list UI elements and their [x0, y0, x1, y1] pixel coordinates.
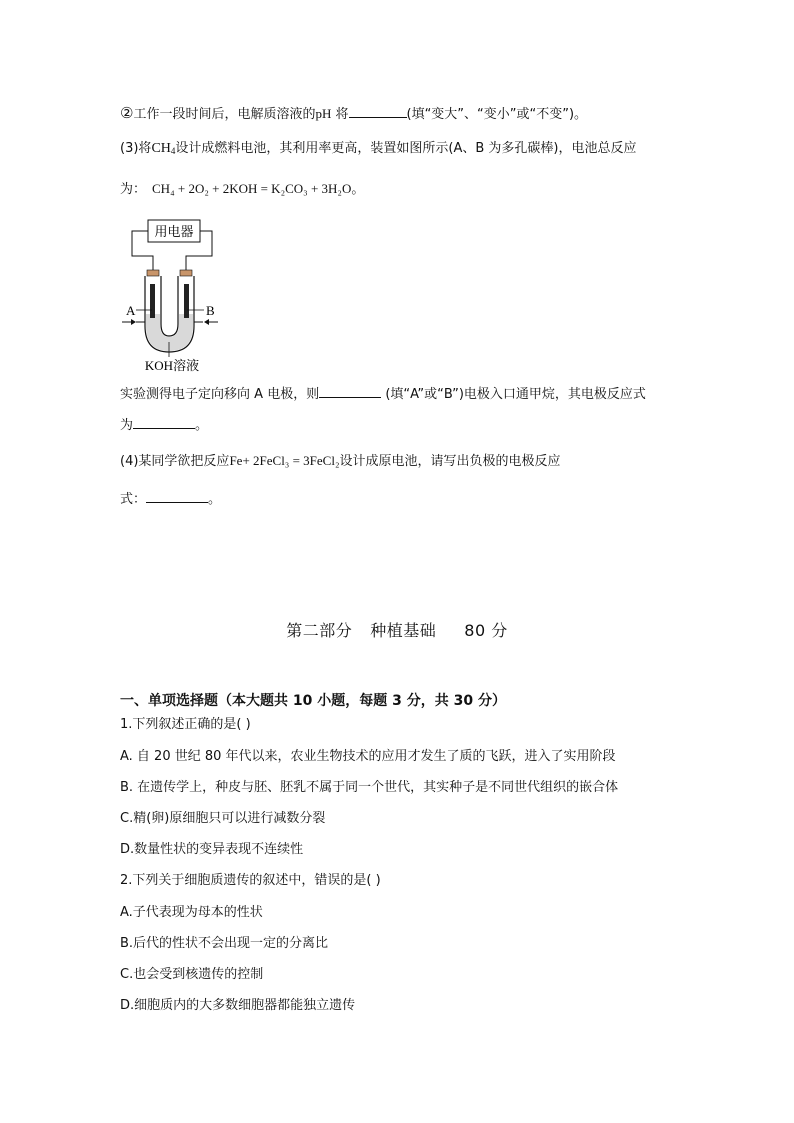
electrode-b: [184, 284, 189, 318]
question-1-option-d: D.数量性状的变异表现不连续性: [120, 842, 304, 857]
question-2-option-b: B.后代的性状不会出现一定的分离比: [120, 936, 329, 951]
q2-text-after: (填“变大”、“变小”或“不变”)。: [406, 107, 588, 122]
q4-label: (4): [120, 454, 139, 469]
q2-text-before: 工作一段时间后，电解质溶液的: [133, 107, 316, 122]
right-stopper: [180, 270, 192, 276]
electrode-a: [150, 284, 155, 318]
q3-result-text-a: 实验测得电子定向移向: [120, 387, 251, 402]
answer-blank-reaction[interactable]: [133, 416, 195, 429]
q3-result-line2-end: 。: [195, 418, 209, 433]
q4-line2: [120, 490, 221, 509]
question-1-option-c: C.精(卵)原细胞只可以进行减数分裂: [120, 811, 326, 826]
q4-line2-end: 。: [208, 492, 222, 507]
answer-blank-electrode[interactable]: [319, 385, 381, 398]
q4-equation: Fe+ 2FeCl₃ = 3FeCl₂: [229, 453, 340, 468]
question-2-option-d: D.细胞质内的大多数细胞器都能独立遗传: [120, 998, 356, 1013]
total-reaction-equation: CH₄ + 2O₂ + 2KOH = K₂CO₃ + 3H₂O: [152, 181, 352, 196]
formula-ch4-sub: 4: [170, 146, 176, 156]
q4-text-b: 设计成原电池，请写出负极的电极反应: [339, 454, 561, 469]
left-arrow-head: [131, 319, 136, 325]
q3-result-line2: [120, 416, 208, 435]
part2-heading-a: 第二部分: [286, 621, 353, 640]
total-reaction-prefix: 为：: [120, 182, 147, 197]
q3-equation-line: [120, 180, 364, 199]
ph-symbol: pH: [315, 106, 332, 121]
formula-ch4: CH: [151, 141, 171, 156]
question-2-option-c: C.也会受到核遗传的控制: [120, 967, 264, 982]
q4-line1: [120, 452, 561, 471]
question-1-option-a: A. 自 20 世纪 80 年代以来，农业生物技术的应用才发生了质的飞跃，进入了实用阶段: [120, 749, 616, 764]
q3-result-text-A: A: [250, 387, 268, 402]
q3-result-line1: [120, 385, 646, 404]
u-tube-inner: [161, 276, 178, 336]
label-b: B: [206, 303, 215, 318]
question-1-option-b: B. 在遗传学上，种皮与胚、胚乳不属于同一个世代，其实种子是不同世代组织的嵌合体: [120, 780, 619, 795]
left-stopper: [147, 270, 159, 276]
circled-number-marker: ②: [120, 104, 134, 122]
answer-blank-negative-electrode[interactable]: [146, 490, 208, 503]
answer-blank-ph[interactable]: [349, 105, 407, 118]
q2-text-mid: 将: [331, 107, 349, 122]
part2-heading-c: 80 分: [464, 621, 508, 640]
q4-text-a: 某同学欲把反应: [138, 454, 230, 469]
part2-heading: [0, 618, 794, 641]
q3-text-b: 设计成燃料电池，其利用率更高，装置如图所示(A、B 为多孔碳棒)，电池总反应: [175, 141, 637, 156]
fuel-cell-diagram: [118, 214, 228, 374]
right-arrow-head: [204, 319, 209, 325]
q3-result-text-b: 电极，则: [267, 387, 320, 402]
equation-end: 。: [351, 182, 365, 197]
q4-line2-text: 式：: [120, 492, 147, 507]
q3-line: [120, 140, 636, 160]
label-a: A: [126, 303, 136, 318]
q2-item-line: [120, 104, 587, 124]
q3-text-a: 将: [138, 141, 152, 156]
koh-solution-fill: [146, 314, 193, 351]
q3-result-text-c: (填“A”或“B”)电极入口通甲烷，其电极反应式: [381, 387, 646, 402]
solution-label: KOH溶液: [144, 358, 200, 373]
question-2-stem: 2.下列关于细胞质遗传的叙述中，错误的是( ): [120, 873, 381, 888]
q3-result-line2-text: 为: [120, 418, 134, 433]
part2-heading-b: 种植基础: [370, 621, 437, 640]
device-label: 用电器: [154, 224, 194, 239]
question-2-option-a: A.子代表现为母本的性状: [120, 905, 263, 920]
q3-label: (3): [120, 141, 139, 156]
section-title: 一、单项选择题（本大题共 10 小题，每题 3 分，共 30 分）: [120, 693, 506, 709]
question-1-stem: 1.下列叙述正确的是( ): [120, 717, 251, 732]
